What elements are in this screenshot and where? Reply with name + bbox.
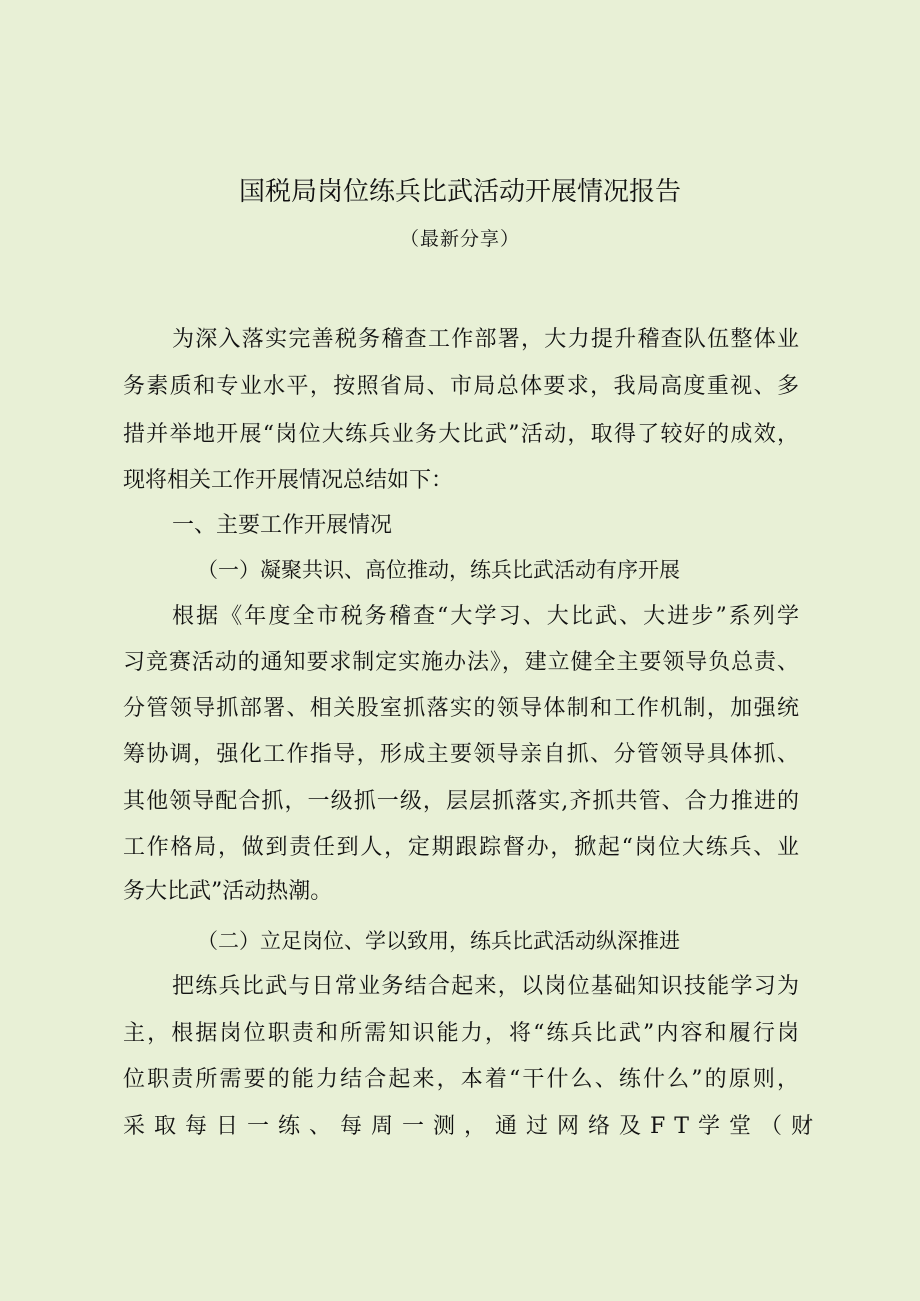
sub1-line-4: 筹协调，强化工作指导，形成主要领导亲自抓、分管领导具体抓、 (123, 742, 799, 767)
intro-line-1: 为深入落实完善税务稽查工作部署，大力提升稽查队伍整体业 (172, 327, 799, 352)
sub1-line-5: 其他领导配合抓，一级抓一级，层层抓落实,齐抓共管、合力推进的 (123, 789, 799, 814)
sub2-line-3: 位职责所需要的能力结合起来，本着“干什么、练什么”的原则， (123, 1067, 799, 1092)
document-title: 国税局岗位练兵比武活动开展情况报告 (238, 177, 681, 207)
sub1-line-1: 根据《年度全市税务稽查“大学习、大比武、大进步”系列学 (172, 604, 799, 629)
sub2-line-2: 主，根据岗位职责和所需知识能力，将“练兵比武”内容和履行岗 (123, 1021, 799, 1046)
sub1-line-3: 分管领导抓部署、相关股室抓落实的领导体制和工作机制，加强统 (123, 696, 799, 721)
subsection-1-heading: （一）凝聚共识、高位推动，练兵比武活动有序开展 (197, 558, 680, 582)
intro-line-4: 现将相关工作开展情况总结如下： (123, 468, 454, 493)
sub1-line-6: 工作格局，做到责任到人，定期跟踪督办，掀起“岗位大练兵、业 (123, 835, 799, 860)
subsection-2-heading: （二）立足岗位、学以致用，练兵比武活动纵深推进 (197, 929, 680, 953)
intro-line-2: 务素质和专业水平，按照省局、市局总体要求，我局高度重视、多 (123, 374, 799, 399)
document-subtitle: （最新分享） (399, 228, 520, 250)
sub2-line-4: 采取每日一练、每周一测，通过网络及FT学堂（财 (123, 1114, 822, 1139)
intro-line-3: 措并举地开展“岗位大练兵业务大比武”活动，取得了较好的成效， (123, 422, 799, 447)
sub1-line-7: 务大比武”活动热潮。 (123, 879, 333, 904)
section-heading: 一、主要工作开展情况 (172, 513, 393, 538)
sub2-line-1: 把练兵比武与日常业务结合起来，以岗位基础知识技能学习为 (172, 974, 799, 999)
sub1-line-2: 习竞赛活动的通知要求制定实施办法》，建立健全主要领导负总责、 (123, 650, 799, 675)
